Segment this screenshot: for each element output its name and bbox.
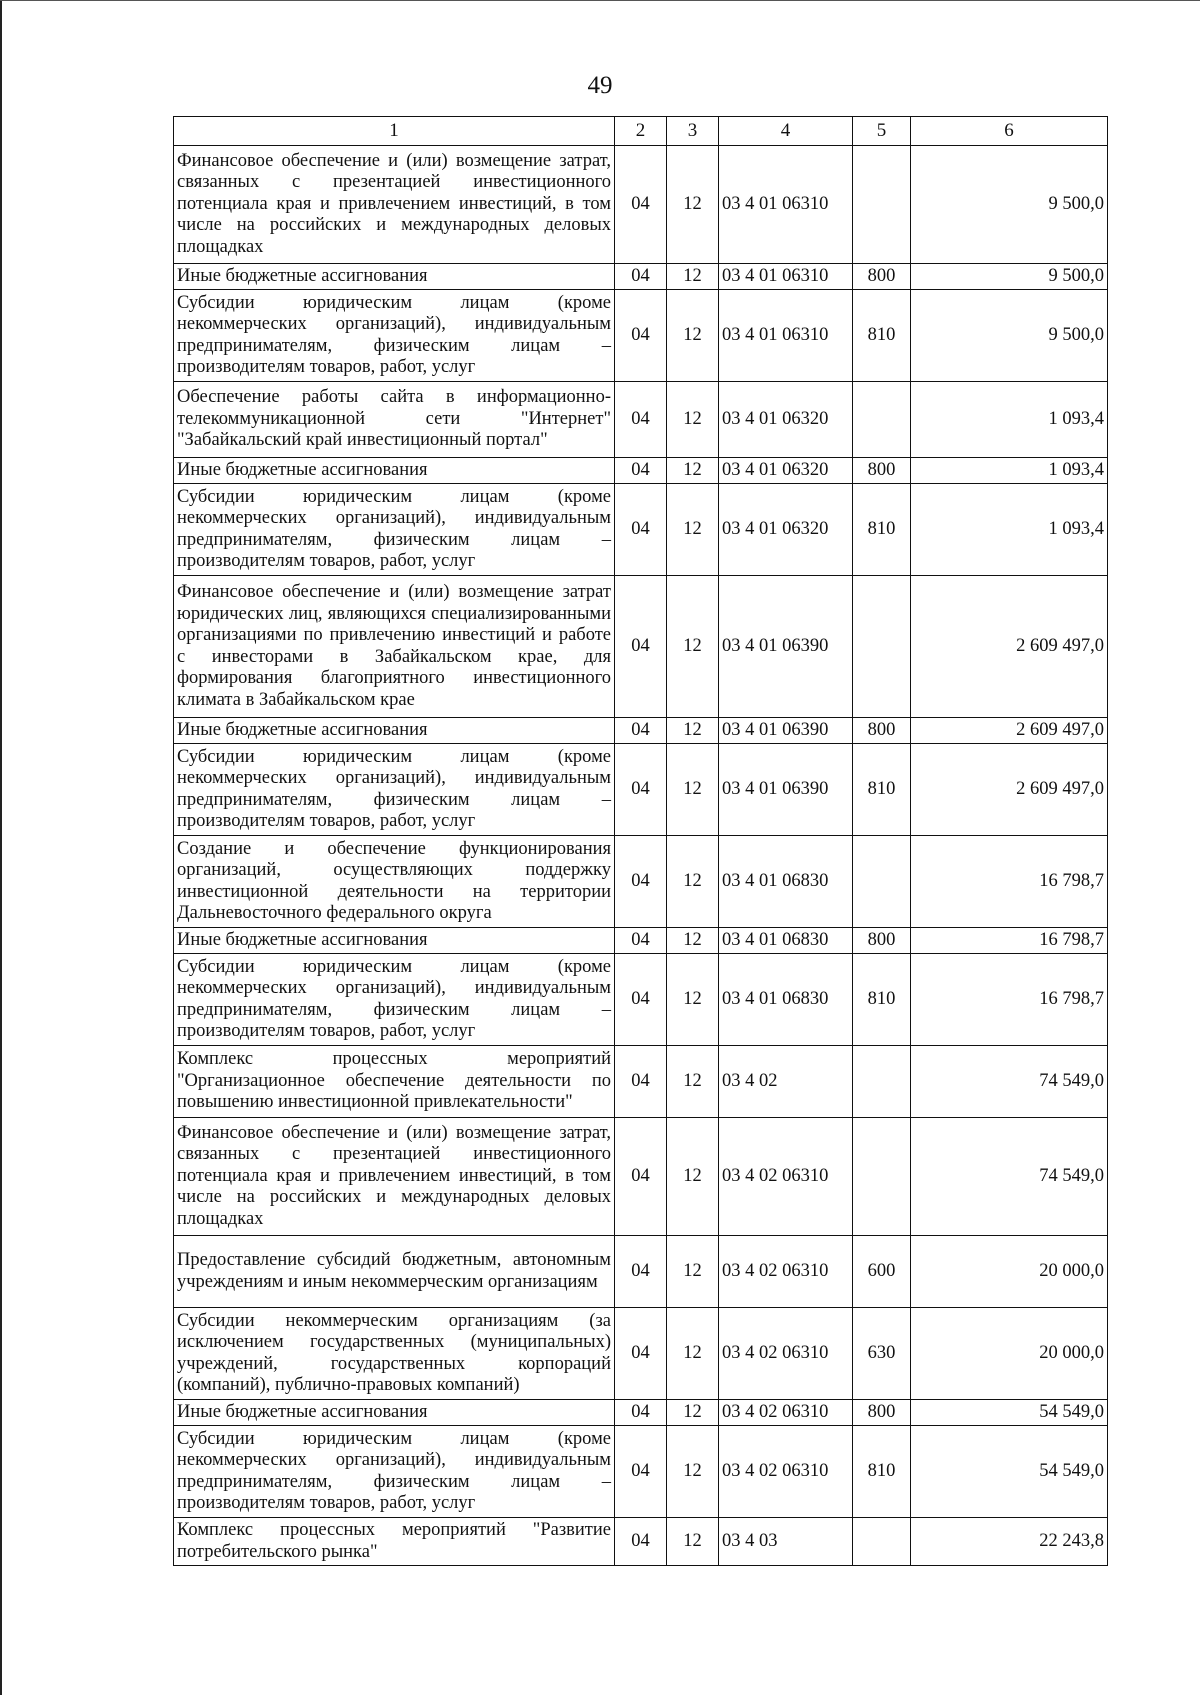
row-subsection: 12 — [667, 290, 719, 382]
row-amount: 9 500,0 — [911, 290, 1108, 382]
row-subsection: 12 — [667, 1400, 719, 1426]
row-subsection: 12 — [667, 264, 719, 290]
row-name: Иные бюджетные ассигнования — [174, 264, 615, 290]
table-row — [174, 1518, 1108, 1566]
row-subsection: 12 — [667, 744, 719, 836]
row-section: 04 — [615, 954, 667, 1046]
row-target-article: 03 4 01 06310 — [719, 264, 853, 290]
row-amount: 1 093,4 — [911, 382, 1108, 458]
row-expense-type: 810 — [853, 744, 911, 836]
row-name: Субсидии юридическим лицам (кроме некоммерческих организаций), индивидуальным предпринимателям, физическим лицам – производителям товаров, работ, услуг — [174, 484, 615, 576]
row-name: Субсидии юридическим лицам (кроме некоммерческих организаций), индивидуальным предпринимателям, физическим лицам – производителям товаров, работ, услуг — [174, 290, 615, 382]
row-name: Обеспечение работы сайта в информационно-телекоммуникационной сети "Интернет" "Забайкальский край инвестиционный портал" — [174, 382, 615, 458]
header-col-3: 3 — [667, 117, 719, 146]
row-section: 04 — [615, 1518, 667, 1566]
table-row — [174, 1236, 1108, 1308]
row-target-article: 03 4 01 06830 — [719, 954, 853, 1046]
row-amount: 20 000,0 — [911, 1236, 1108, 1308]
row-name: Комплекс процессных мероприятий "Развитие потребительского рынка" — [174, 1518, 615, 1566]
row-subsection: 12 — [667, 1518, 719, 1566]
row-name: Субсидии некоммерческим организациям (за исключением государственных (муниципальных) учреждений, государственных корпораций (компаний), публично-правовых компаний) — [174, 1308, 615, 1400]
row-amount: 16 798,7 — [911, 836, 1108, 928]
row-target-article: 03 4 02 — [719, 1046, 853, 1118]
row-subsection: 12 — [667, 928, 719, 954]
table-row — [174, 718, 1108, 744]
row-target-article: 03 4 02 06310 — [719, 1426, 853, 1518]
table-row — [174, 1308, 1108, 1400]
row-amount: 9 500,0 — [911, 264, 1108, 290]
row-target-article: 03 4 02 06310 — [719, 1236, 853, 1308]
row-subsection: 12 — [667, 1308, 719, 1400]
row-section: 04 — [615, 264, 667, 290]
row-name: Финансовое обеспечение и (или) возмещение затрат, связанных с презентацией инвестиционного потенциала края и привлечением инвестиций, в том числе на российских и международных деловых площадках — [174, 1118, 615, 1236]
row-amount: 20 000,0 — [911, 1308, 1108, 1400]
table-row — [174, 146, 1108, 264]
row-expense-type — [853, 836, 911, 928]
row-expense-type — [853, 1518, 911, 1566]
row-name: Иные бюджетные ассигнования — [174, 928, 615, 954]
table-row — [174, 744, 1108, 836]
budget-table — [173, 116, 1108, 1566]
row-amount: 22 243,8 — [911, 1518, 1108, 1566]
row-subsection: 12 — [667, 1046, 719, 1118]
row-section: 04 — [615, 836, 667, 928]
row-name: Субсидии юридическим лицам (кроме некоммерческих организаций), индивидуальным предпринимателям, физическим лицам – производителям товаров, работ, услуг — [174, 744, 615, 836]
table-row — [174, 576, 1108, 718]
row-subsection: 12 — [667, 484, 719, 576]
header-col-1: 1 — [174, 117, 615, 146]
header-col-6: 6 — [911, 117, 1108, 146]
row-target-article: 03 4 01 06320 — [719, 458, 853, 484]
scan-edge-left — [0, 0, 2, 1695]
table-row — [174, 290, 1108, 382]
row-name: Субсидии юридическим лицам (кроме некоммерческих организаций), индивидуальным предпринимателям, физическим лицам – производителям товаров, работ, услуг — [174, 954, 615, 1046]
row-subsection: 12 — [667, 954, 719, 1046]
table-row — [174, 458, 1108, 484]
row-subsection: 12 — [667, 1426, 719, 1518]
row-target-article: 03 4 01 06390 — [719, 744, 853, 836]
row-target-article: 03 4 02 06310 — [719, 1400, 853, 1426]
row-expense-type — [853, 1118, 911, 1236]
row-amount: 74 549,0 — [911, 1118, 1108, 1236]
row-expense-type — [853, 576, 911, 718]
row-section: 04 — [615, 1308, 667, 1400]
row-name: Создание и обеспечение функционирования организаций, осуществляющих поддержку инвестиционной деятельности на территории Дальневосточного федерального округа — [174, 836, 615, 928]
table-row — [174, 1426, 1108, 1518]
row-expense-type: 800 — [853, 1400, 911, 1426]
header-col-5: 5 — [853, 117, 911, 146]
row-expense-type: 810 — [853, 290, 911, 382]
row-target-article: 03 4 01 06830 — [719, 836, 853, 928]
row-expense-type: 800 — [853, 264, 911, 290]
row-subsection: 12 — [667, 1118, 719, 1236]
row-name: Финансовое обеспечение и (или) возмещение затрат юридических лиц, являющихся специализированными организациями по привлечению инвестиций и работе с инвесторами в Забайкальском крае, для формирования благоприятного инвестиционного климата в Забайкальском крае — [174, 576, 615, 718]
row-name: Финансовое обеспечение и (или) возмещение затрат, связанных с презентацией инвестиционного потенциала края и привлечением инвестиций, в том числе на российских и международных деловых площадках — [174, 146, 615, 264]
row-amount: 1 093,4 — [911, 484, 1108, 576]
row-expense-type: 810 — [853, 484, 911, 576]
table-row — [174, 954, 1108, 1046]
row-section: 04 — [615, 1046, 667, 1118]
row-section: 04 — [615, 484, 667, 576]
row-target-article: 03 4 01 06310 — [719, 290, 853, 382]
table-row — [174, 484, 1108, 576]
row-section: 04 — [615, 382, 667, 458]
row-subsection: 12 — [667, 382, 719, 458]
row-expense-type: 800 — [853, 718, 911, 744]
row-amount: 74 549,0 — [911, 1046, 1108, 1118]
row-amount: 2 609 497,0 — [911, 718, 1108, 744]
table-row — [174, 928, 1108, 954]
row-target-article: 03 4 01 06390 — [719, 576, 853, 718]
row-amount: 2 609 497,0 — [911, 744, 1108, 836]
row-amount: 1 093,4 — [911, 458, 1108, 484]
row-amount: 16 798,7 — [911, 928, 1108, 954]
row-target-article: 03 4 03 — [719, 1518, 853, 1566]
header-col-4: 4 — [719, 117, 853, 146]
row-target-article: 03 4 02 06310 — [719, 1118, 853, 1236]
header-col-2: 2 — [615, 117, 667, 146]
row-section: 04 — [615, 576, 667, 718]
row-subsection: 12 — [667, 458, 719, 484]
row-expense-type: 600 — [853, 1236, 911, 1308]
row-name: Иные бюджетные ассигнования — [174, 718, 615, 744]
row-amount: 16 798,7 — [911, 954, 1108, 1046]
table-row — [174, 264, 1108, 290]
row-subsection: 12 — [667, 1236, 719, 1308]
row-name: Иные бюджетные ассигнования — [174, 458, 615, 484]
row-target-article: 03 4 02 06310 — [719, 1308, 853, 1400]
row-section: 04 — [615, 718, 667, 744]
row-expense-type — [853, 382, 911, 458]
row-amount: 54 549,0 — [911, 1426, 1108, 1518]
header-row — [174, 117, 1108, 146]
row-section: 04 — [615, 928, 667, 954]
row-target-article: 03 4 01 06830 — [719, 928, 853, 954]
row-target-article: 03 4 01 06310 — [719, 146, 853, 264]
row-expense-type: 810 — [853, 954, 911, 1046]
table-row — [174, 1118, 1108, 1236]
row-subsection: 12 — [667, 146, 719, 264]
row-name: Субсидии юридическим лицам (кроме некоммерческих организаций), индивидуальным предпринимателям, физическим лицам – производителям товаров, работ, услуг — [174, 1426, 615, 1518]
row-subsection: 12 — [667, 836, 719, 928]
row-expense-type — [853, 1046, 911, 1118]
row-expense-type — [853, 146, 911, 264]
row-expense-type: 800 — [853, 458, 911, 484]
row-amount: 2 609 497,0 — [911, 576, 1108, 718]
row-section: 04 — [615, 744, 667, 836]
row-amount: 54 549,0 — [911, 1400, 1108, 1426]
row-section: 04 — [615, 458, 667, 484]
row-section: 04 — [615, 146, 667, 264]
table-row — [174, 1046, 1108, 1118]
page-number: 49 — [587, 72, 613, 99]
row-target-article: 03 4 01 06320 — [719, 382, 853, 458]
table-row — [174, 382, 1108, 458]
row-name: Иные бюджетные ассигнования — [174, 1400, 615, 1426]
table-row — [174, 836, 1108, 928]
row-section: 04 — [615, 1118, 667, 1236]
row-subsection: 12 — [667, 718, 719, 744]
row-subsection: 12 — [667, 576, 719, 718]
scan-edge-top — [0, 0, 1200, 1]
row-target-article: 03 4 01 06390 — [719, 718, 853, 744]
table-row — [174, 1400, 1108, 1426]
row-amount: 9 500,0 — [911, 146, 1108, 264]
row-expense-type: 810 — [853, 1426, 911, 1518]
row-expense-type: 800 — [853, 928, 911, 954]
row-name: Комплекс процессных мероприятий "Организационное обеспечение деятельности по повышению инвестиционной привлекательности" — [174, 1046, 615, 1118]
row-section: 04 — [615, 290, 667, 382]
row-expense-type: 630 — [853, 1308, 911, 1400]
row-section: 04 — [615, 1426, 667, 1518]
row-target-article: 03 4 01 06320 — [719, 484, 853, 576]
row-name: Предоставление субсидий бюджетным, автономным учреждениям и иным некоммерческим организациям — [174, 1236, 615, 1308]
row-section: 04 — [615, 1400, 667, 1426]
row-section: 04 — [615, 1236, 667, 1308]
